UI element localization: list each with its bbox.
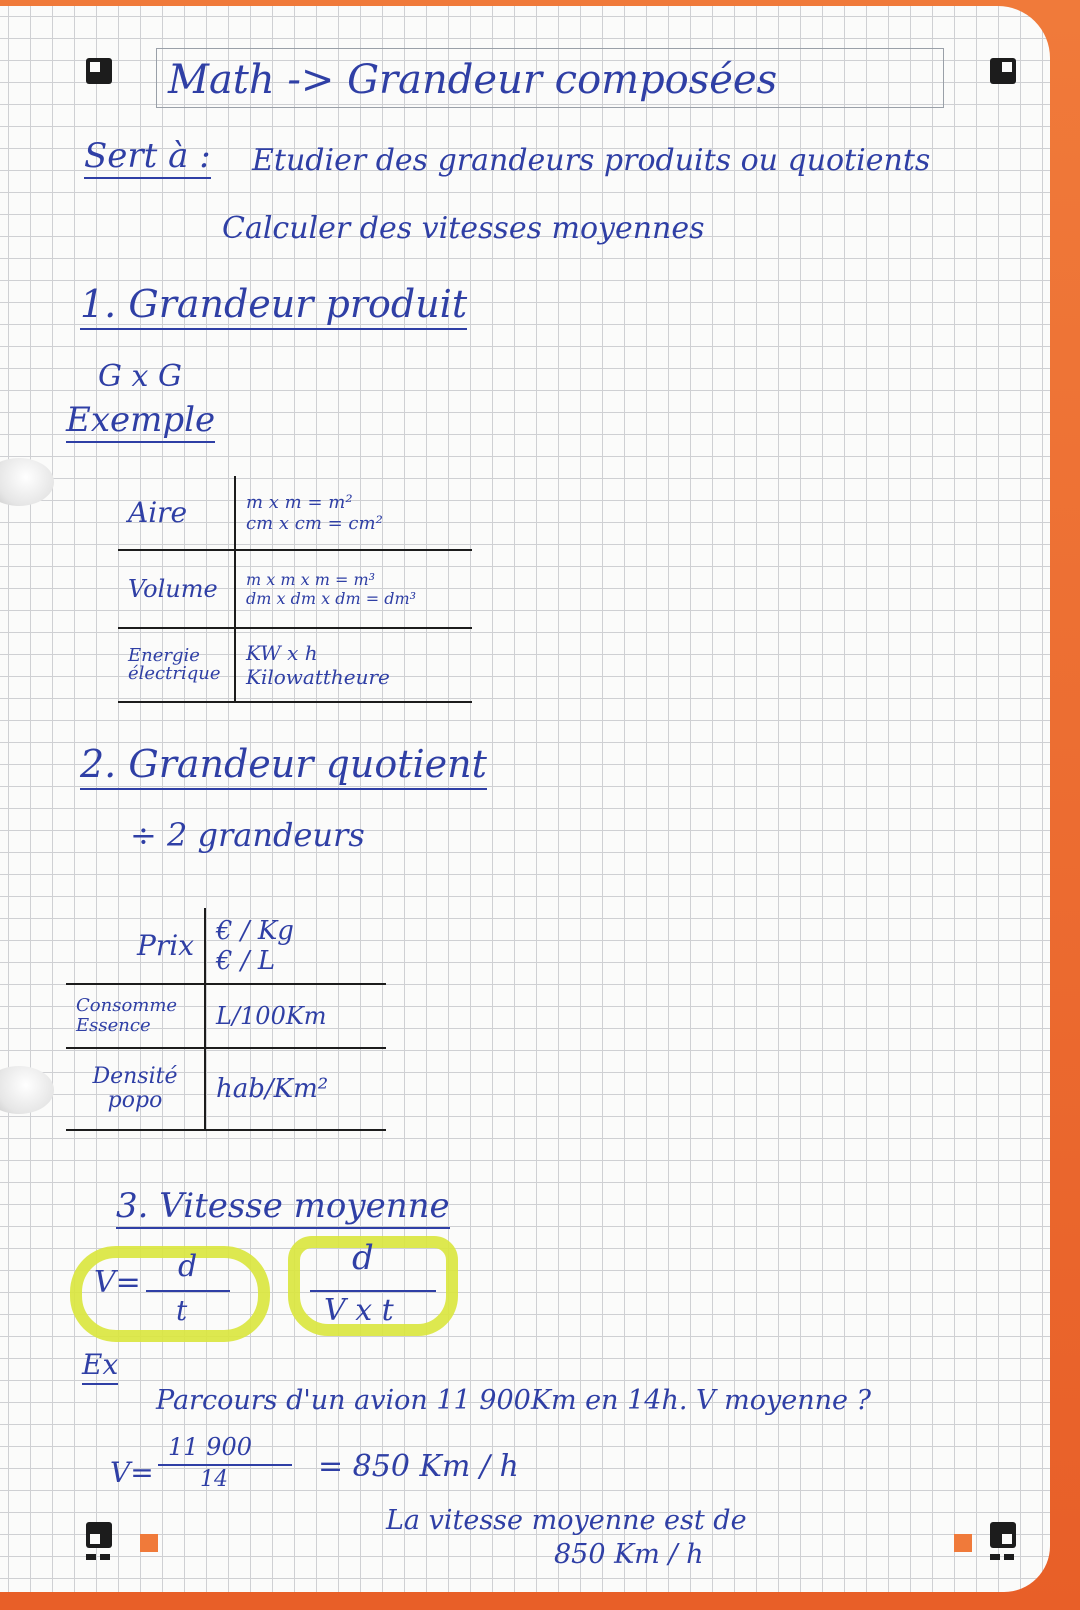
row-name: Energie électrique [118,628,235,702]
formula-lhs: V= [94,1265,141,1300]
grid-paper-sheet [0,6,1050,1592]
table-row [66,908,386,984]
corner-marker-icon [86,1522,112,1548]
row-line2: dm x dm x dm = dm³ [246,589,417,608]
conclusion-line-2: 850 Km / h [554,1539,704,1570]
problem-text: Parcours d'un avion 11 900Km en 14h. V moyenne ? [156,1385,872,1416]
section3-example-label: Ex [82,1350,118,1385]
table-row [66,1048,386,1130]
row-line1: m x m x m = m³ [246,570,376,589]
section1-formula: G x G [98,359,182,394]
orange-square-icon [140,1534,158,1552]
dash-marker-icon [86,1554,112,1560]
triangle-bar [310,1290,436,1292]
row-name: Densité popo [66,1048,205,1130]
dash-marker-icon [990,1554,1016,1560]
section2-heading: 2. Grandeur quotient [80,744,487,790]
calc-fraction-bar [158,1464,292,1466]
formula-denominator: t [176,1294,188,1327]
section2-formula: ÷ 2 grandeurs [130,816,365,854]
intro-line-1: Etudier des grandeurs produits ou quotients [252,143,931,178]
row-line1: m x m = m² [246,491,353,513]
table-row [118,628,472,702]
row-line1: L/100Km [216,1002,327,1030]
calc-numerator: 11 900 [168,1433,252,1461]
table-row [118,476,472,550]
quotient-table [66,908,386,1131]
row-name: Volume [118,550,235,628]
calc-denominator: 14 [200,1467,228,1492]
row-line1: KW x h [246,641,318,665]
intro-line-2: Calculer des vitesses moyennes [222,211,705,246]
row-line2: Kilowattheure [246,665,390,689]
conclusion-line-1: La vitesse moyenne est de [386,1505,747,1536]
product-table [118,476,472,703]
row-line1: € / Kg [216,915,294,946]
corner-marker-icon [990,58,1016,84]
row-line2: € / L [216,945,276,976]
formula-numerator: d [178,1249,198,1284]
orange-square-icon [954,1534,972,1552]
corner-marker-icon [990,1522,1016,1548]
table-row [118,550,472,628]
section1-example-label: Exemple [66,402,215,443]
table-row [66,984,386,1048]
row-line1: hab/Km² [216,1074,329,1104]
punch-hole-top [0,458,54,506]
triangle-top: d [352,1238,374,1278]
row-name: Consomme Essence [66,984,205,1048]
page-title: Math -> Grandeur composées [168,57,778,103]
section3-heading: 3. Vitesse moyenne [116,1188,450,1229]
calc-lhs: V= [110,1456,154,1489]
punch-hole-bottom [0,1066,54,1114]
row-name: Prix [66,908,205,984]
row-name: Aire [118,476,235,550]
section1-heading: 1. Grandeur produit [80,284,467,330]
intro-label: Sert à : [84,138,211,179]
fraction-bar [146,1290,230,1292]
row-line2: cm x cm = cm² [246,512,383,534]
triangle-bottom: V x t [324,1293,394,1328]
calc-result: = 850 Km / h [318,1449,519,1484]
corner-marker-icon [86,58,112,84]
